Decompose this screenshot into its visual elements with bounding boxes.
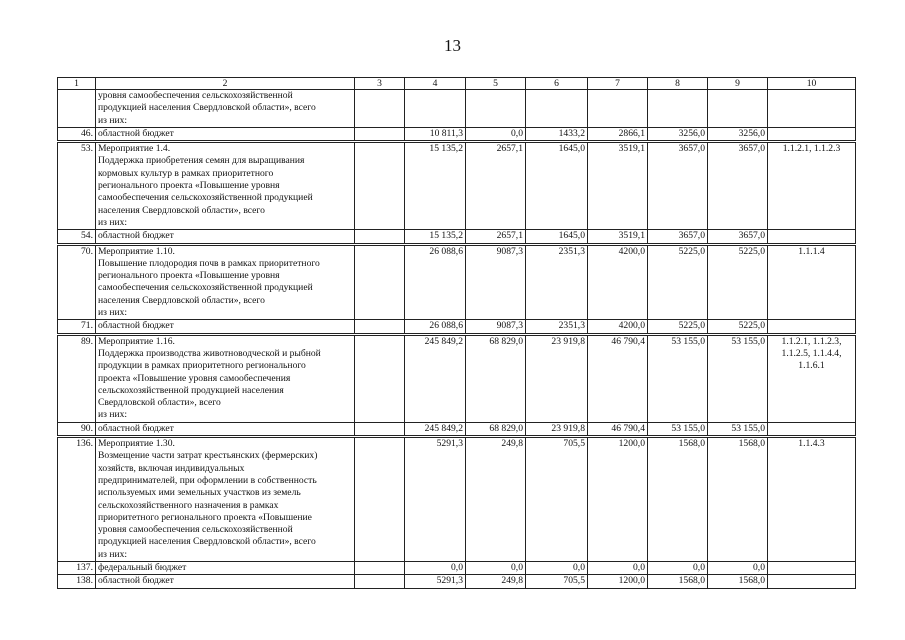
target-index-cell — [768, 320, 856, 334]
value-cell: 3657,0 — [708, 230, 768, 244]
description-cell — [96, 561, 355, 574]
table-row — [58, 437, 856, 562]
description-cell — [96, 334, 355, 422]
description-line: приоритетного регионального проекта «Повышение — [98, 511, 312, 523]
description-cell — [96, 575, 355, 588]
value-cell: 2351,3 — [526, 320, 588, 334]
total-cell — [405, 90, 466, 128]
value-cell: 249,8 — [466, 437, 526, 562]
table-row — [58, 334, 856, 422]
row-number-cell — [58, 90, 96, 128]
row-number-cell: 70. — [58, 244, 96, 320]
value-cell: 1645,0 — [526, 230, 588, 244]
description-line: уровня самообеспечения сельскохозяйственной — [98, 90, 293, 101]
column-3-cell — [355, 230, 405, 244]
description-line: предпринимателей, при оформлении в собственность — [98, 474, 317, 486]
description-line: продукцией населения Свердловской области», всего — [98, 536, 316, 548]
description-line: областной бюджет — [98, 422, 174, 434]
description-line: областной бюджет — [98, 575, 174, 587]
value-cell — [466, 90, 526, 128]
description-cell — [96, 422, 355, 436]
description-line: Поддержка производства животноводческой и рыбной — [98, 347, 321, 359]
description-line: из них: — [98, 548, 128, 560]
column-3-cell — [355, 561, 405, 574]
description-line: продукции в рамках приоритетного регионального — [98, 360, 306, 372]
target-index-cell — [768, 230, 856, 244]
header-cell: 9 — [708, 78, 768, 90]
total-cell: 10 811,3 — [405, 127, 466, 141]
column-3-cell — [355, 334, 405, 422]
value-cell: 23 919,8 — [526, 334, 588, 422]
description-line: регионального проекта «Повышение уровня — [98, 270, 280, 282]
table-row — [58, 422, 856, 436]
target-index-cell: 1.1.2.1, 1.1.2.3 — [768, 142, 856, 230]
value-cell: 5225,0 — [708, 244, 768, 320]
total-cell: 26 088,6 — [405, 320, 466, 334]
value-cell: 705,5 — [526, 575, 588, 588]
description-line: Повышение плодородия почв в рамках приоритетного — [98, 257, 320, 269]
description-line: Мероприятие 1.30. — [98, 438, 175, 450]
value-cell: 9087,3 — [466, 244, 526, 320]
value-cell: 0,0 — [466, 127, 526, 141]
description-line: используемых ими земельных участков из земель — [98, 487, 301, 499]
value-cell: 1568,0 — [648, 437, 708, 562]
description-line: федеральный бюджет — [98, 561, 187, 573]
row-number-cell: 90. — [58, 422, 96, 436]
column-3-cell — [355, 244, 405, 320]
header-cell: 2 — [96, 78, 355, 90]
description-line: уровня самообеспечения сельскохозяйственной — [98, 524, 293, 536]
row-number-cell: 89. — [58, 334, 96, 422]
description-line: сельскохозяйственного назначения в рамках — [98, 499, 279, 511]
row-number-cell: 53. — [58, 142, 96, 230]
description-line: областной бюджет — [98, 127, 174, 139]
target-index-cell: 1.1.1.4 — [768, 244, 856, 320]
header-cell: 4 — [405, 78, 466, 90]
total-cell: 0,0 — [405, 561, 466, 574]
description-cell — [96, 437, 355, 562]
column-3-cell — [355, 90, 405, 128]
column-3-cell — [355, 142, 405, 230]
description-cell — [96, 230, 355, 244]
description-line: областной бюджет — [98, 230, 174, 242]
target-index-cell — [768, 575, 856, 588]
description-cell — [96, 320, 355, 334]
value-cell: 9087,3 — [466, 320, 526, 334]
value-cell: 0,0 — [708, 561, 768, 574]
value-cell: 5225,0 — [648, 244, 708, 320]
description-line: Возмещение части затрат крестьянских (фермерских) — [98, 450, 318, 462]
target-index-cell — [768, 90, 856, 128]
header-cell: 5 — [466, 78, 526, 90]
description-line: самообеспечения сельскохозяйственной продукцией — [98, 282, 313, 294]
table-row — [58, 142, 856, 230]
page-number: 13 — [444, 36, 461, 55]
value-cell: 46 790,4 — [588, 422, 648, 436]
table-row — [58, 244, 856, 320]
value-cell: 3256,0 — [648, 127, 708, 141]
value-cell: 0,0 — [526, 561, 588, 574]
value-cell: 4200,0 — [588, 320, 648, 334]
value-cell: 1568,0 — [708, 575, 768, 588]
value-cell: 5225,0 — [648, 320, 708, 334]
description-line: из них: — [98, 216, 128, 228]
value-cell: 2351,3 — [526, 244, 588, 320]
row-number-cell: 54. — [58, 230, 96, 244]
value-cell: 705,5 — [526, 437, 588, 562]
header-cell: 6 — [526, 78, 588, 90]
value-cell: 249,8 — [466, 575, 526, 588]
description-line: Поддержка приобретения семян для выращивания — [98, 155, 305, 167]
value-cell: 3657,0 — [708, 142, 768, 230]
value-cell: 0,0 — [648, 561, 708, 574]
description-line: из них: — [98, 114, 128, 126]
value-cell: 2657,1 — [466, 230, 526, 244]
value-cell: 3256,0 — [708, 127, 768, 141]
header-cell: 8 — [648, 78, 708, 90]
table-row — [58, 230, 856, 244]
value-cell: 1645,0 — [526, 142, 588, 230]
value-cell: 2657,1 — [466, 142, 526, 230]
value-cell — [648, 90, 708, 128]
value-cell — [526, 90, 588, 128]
column-3-cell — [355, 422, 405, 436]
description-line: сельскохозяйственной продукцией населения — [98, 384, 284, 396]
column-3-cell — [355, 575, 405, 588]
row-number-cell: 138. — [58, 575, 96, 588]
description-cell — [96, 127, 355, 141]
column-3-cell — [355, 127, 405, 141]
header-cell: 7 — [588, 78, 648, 90]
value-cell: 2866,1 — [588, 127, 648, 141]
table-row — [58, 575, 856, 588]
header-cell: 10 — [768, 78, 856, 90]
total-cell: 26 088,6 — [405, 244, 466, 320]
target-index-cell — [768, 422, 856, 436]
value-cell: 46 790,4 — [588, 334, 648, 422]
header-cell: 1 — [58, 78, 96, 90]
total-cell: 15 135,2 — [405, 230, 466, 244]
description-line: из них: — [98, 409, 128, 421]
description-line: Мероприятие 1.16. — [98, 335, 175, 347]
target-index-cell — [768, 561, 856, 574]
value-cell: 68 829,0 — [466, 334, 526, 422]
value-cell: 1200,0 — [588, 575, 648, 588]
value-cell: 5225,0 — [708, 320, 768, 334]
table-body — [58, 78, 856, 589]
value-cell: 1433,2 — [526, 127, 588, 141]
total-cell: 5291,3 — [405, 575, 466, 588]
description-line: хозяйств, включая индивидуальных — [98, 462, 245, 474]
target-index-cell: 1.1.4.3 — [768, 437, 856, 562]
row-number-cell: 137. — [58, 561, 96, 574]
description-line: кормовых культур в рамках приоритетного — [98, 167, 274, 179]
value-cell: 3657,0 — [648, 230, 708, 244]
value-cell: 53 155,0 — [648, 334, 708, 422]
column-3-cell — [355, 320, 405, 334]
value-cell: 53 155,0 — [708, 422, 768, 436]
table-row — [58, 90, 856, 128]
header-row — [58, 78, 856, 90]
table-row — [58, 561, 856, 574]
total-cell: 245 849,2 — [405, 422, 466, 436]
description-line: проекта «Повышение уровня самообеспечения — [98, 372, 291, 384]
description-line: самообеспечения сельскохозяйственной продукцией — [98, 192, 313, 204]
description-line: населения Свердловской области», всего — [98, 294, 265, 306]
column-3-cell — [355, 437, 405, 562]
row-number-cell: 46. — [58, 127, 96, 141]
value-cell: 3519,1 — [588, 230, 648, 244]
value-cell: 0,0 — [466, 561, 526, 574]
description-line: продукцией населения Свердловской области», всего — [98, 102, 316, 114]
description-line: Мероприятие 1.10. — [98, 245, 175, 257]
row-number-cell: 136. — [58, 437, 96, 562]
row-number-cell: 71. — [58, 320, 96, 334]
value-cell: 1568,0 — [648, 575, 708, 588]
total-cell: 15 135,2 — [405, 142, 466, 230]
description-cell — [96, 90, 355, 128]
description-line: Мероприятие 1.4. — [98, 143, 171, 155]
description-line: Свердловской области», всего — [98, 397, 221, 409]
total-cell: 5291,3 — [405, 437, 466, 562]
description-line: населения Свердловской области», всего — [98, 204, 265, 216]
description-line: регионального проекта «Повышение уровня — [98, 180, 280, 192]
target-index-cell: 1.1.2.1, 1.1.2.3, 1.1.2.5, 1.1.4.4, 1.1.6.1 — [768, 334, 856, 422]
value-cell: 3657,0 — [648, 142, 708, 230]
total-cell: 245 849,2 — [405, 334, 466, 422]
value-cell: 23 919,8 — [526, 422, 588, 436]
value-cell: 53 155,0 — [708, 334, 768, 422]
description-cell — [96, 142, 355, 230]
table-row — [58, 127, 856, 141]
description-line: из них: — [98, 307, 128, 319]
value-cell: 0,0 — [588, 561, 648, 574]
value-cell — [708, 90, 768, 128]
value-cell — [588, 90, 648, 128]
value-cell: 4200,0 — [588, 244, 648, 320]
budget-table — [57, 77, 856, 589]
value-cell: 53 155,0 — [648, 422, 708, 436]
value-cell: 1200,0 — [588, 437, 648, 562]
value-cell: 3519,1 — [588, 142, 648, 230]
description-cell — [96, 244, 355, 320]
table-row — [58, 320, 856, 334]
value-cell: 1568,0 — [708, 437, 768, 562]
value-cell: 68 829,0 — [466, 422, 526, 436]
target-index-cell — [768, 127, 856, 141]
description-line: областной бюджет — [98, 320, 174, 332]
header-cell: 3 — [355, 78, 405, 90]
